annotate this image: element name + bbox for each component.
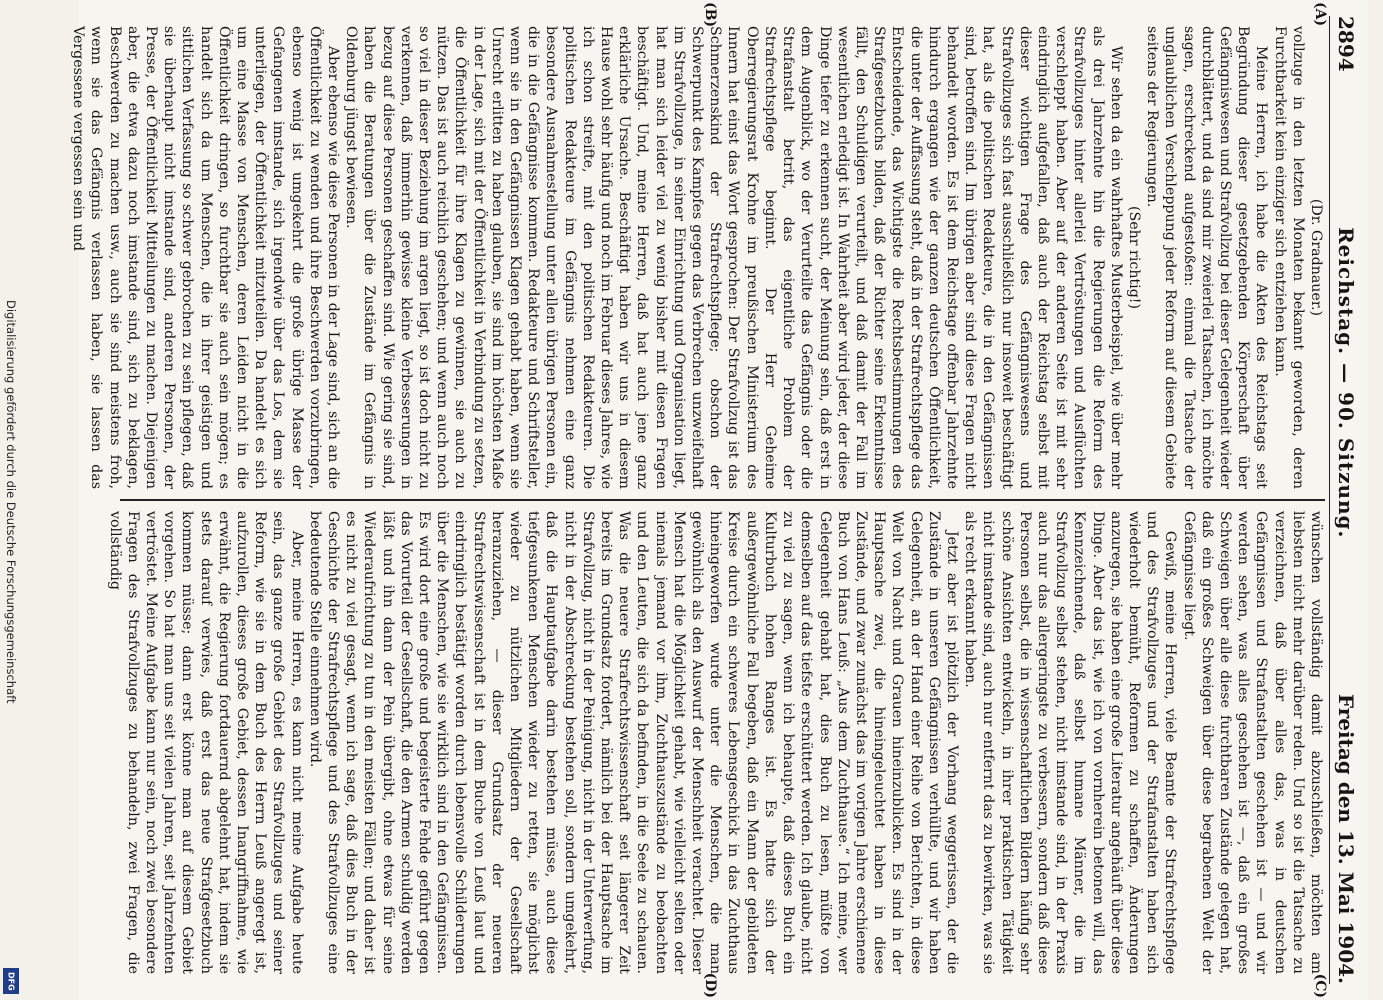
- scanned-page: [70, 0, 1368, 1000]
- right-column: [106, 501, 1325, 984]
- page-title: Reichstag. — 90. Sitzung.: [1334, 227, 1358, 539]
- left-column: [70, 16, 1325, 501]
- paragraph: Wir sehen da ein wahrhaftes Musterbeispiel, wie über mehr als drei Jahrzehnte hin die Regierungen die Reform des Strafvollzuges hinter allerlei Vertröstungen und Ausflüchten verschleppt haben. Aber auf der anderen Seite ist mit sehr eindringlich aufgefallen, daß auch der Reichstag selbst mit dieser wichtigen Frage des Gefängniswesens und Strafvollzuges sich fast ausschließlich nur insoweit beschäftigt hat, als die politischen Redakteure, die in den Gefängnissen sind, betroffen sind. Im übrigen aber sind diese Fragen nicht behandelt worden. Es ist dem Reichstage offenbar Jahrzehnte hindurch ergangen wie der ganzen deutschen Öffentlichkeit, die unter der Auffassung steht, daß in der Strafrechtspflege das Entscheidende, das Wichtigste die Rechtsbestimmungen des Strafgesetzbuchs bilden, daß der Richter seine Erkenntnisse fällt, den Schuldigen verurteilt, und daß damit der Fall im wesentlichen erledigt ist. In Wahrheit aber wird jeder, der diese Dinge tiefer zu erkennen sucht, der Meinung sein, daß erst in dem Augenblick, wo der Verurteilte das Gefängnis oder die Strafanstalt betritt, das eigentliche Problem der Strafrechtspflege beginnt. Der Herr Geheime Oberregierungsrat Krohne im preußischen Ministerium des Innern hat einst das Wort gesprochen: Der Strafvollzug ist das Schmerzenskind der Strafrechtspflege; obschon der Schwerpunkt des Kampfes gegen das Verbrechen unzweifelhaft im Strafvollzuge, in seiner Einrichtung und Organisation liegt, hat man sich leider viel zu wenig bisher mit diesen Fragen beschäftigt. Und, meine Herren, daß hat auch jene ganz erklärliche Ursache. Beschäftigt haben wir uns in diesem Hause wohl sehr häufig und noch im Februar dieses Jahres, wie ich schon streifte, mit den politischen Redakteuren. Die politischen Redakteure im Gefängnis nehmen eine ganz besondere Ausnahmestellung unter allen übrigen Personen ein, die in die Gefängnisse kommen. Redakteure und Schriftsteller, wenn sie in den Gefängnissen Klagen gehabt haben, wenn sie Unrecht erlitten zu haben glauben, sie sind im höchsten Maße in der Lage, sich mit der Öffentlichkeit in Verbindung zu setzen, die Öffentlichkeit für ihre Klagen zu gewinnen, sie auch zu nützen. Das ist auch reichlich geschehen; und wenn auch noch so viel in dieser Beziehung im argen liegt, so ist doch nicht zu verkennen, daß immerhin gewisse kleine Verbesserungen in bezug auf diese Personen geschaffen sind. Wie gering sie sind, haben die Beratungen über die Zustände im Gefängnis in Oldenburg jüngst bewiesen.: [343, 26, 1124, 489]
- margin-marker-c: (C): [1312, 973, 1328, 998]
- digitization-note: [4, 300, 18, 980]
- dfg-logo: DFG: [3, 968, 19, 994]
- page-number: 2894: [1334, 16, 1358, 72]
- interjection: (Sehr richtig!): [1125, 205, 1142, 310]
- margin-marker-b: (B): [702, 2, 718, 28]
- paragraph: Aber ebenso wie diese Personen in der Lage sind, sich an die Öffentlichkeit zu wenden und ihre Beschwerden vorzubringen, ebenso wenig ist umgekehrt die große übrige Masse der Gefangenen imstande, sich irgendwie über das Los, dem sie unterliegen, der Öffentlichkeit mitzuteilen. Da handelt es sich um eine Masse von Menschen, deren Leiden nicht in die Öffentlichkeit dringen, so furchtbar sie auch sein mögen; es handelt sich da um Menschen, die in ihrer geistigen und sittlichen Verfassung so schwer gebrochen zu sein pflegen, daß sie überhaupt nicht imstande sind, anderen Personen, der Presse, der Öffentlichkeit Mitteilungen zu machen. Diejenigen aber, die etwa dazu noch imstande sind, sich zu beklagen, Beschwerden zu machen usw., auch sie sind meistens froh, wenn sie das Gefängnis verlassen haben, sie lassen das Vergessene vergessen sein und: [70, 26, 342, 489]
- page-header: [1329, 16, 1358, 984]
- text-columns: [70, 16, 1325, 984]
- paragraph: vollzuge in den letzten Monaten bekannt geworden, deren Furchtbarkeit kein einziger sich entziehen kann.: [1271, 26, 1306, 489]
- paragraph: Aber, meine Herren, es kann nicht meine Aufgabe heute sein, das ganze große Gebiet des Strafvollzuges und seiner Reform, wie sie in dem Buch des Herrn Leuß angeregt ist, aufzurollen, dieses große Gebiet, dessen Inangriffnahme, wie erwähnt, die Regierung fortdauernd abgelehnt hat, indem sie stets darauf verwies, daß erst das neue Strafgesetzbuch kommen müsse; dann erst könne man auf diesem Gebiet vorgehen. So hat man uns seit vielen Jahren, seit Jahrzehnten vertröstet. Meine Aufgabe kann nur sein, noch zwei besondere Fragen des Strafvollzuges zu behandeln, zwei Fragen, die vollständig: [106, 511, 305, 974]
- page-date: Freitag den 13. Mai 1904.: [1334, 693, 1358, 984]
- paragraph: wünschen vollständig damit abzuschließen, möchten am liebsten nicht mehr darüber reden. Und so ist die Tatsache zu verzeichnen, daß über alles das, was in deutschen Gefängnissen und Strafanstalten geschehen ist — und wir werden sehen, was alles geschehen ist —, daß ein großes Schweigen über alle diese furchtbaren Zustände gelegen hat, daß ein großes Schweigen über diese begrabenen Welt der Gefängnisse liegt.: [1180, 511, 1324, 974]
- margin-marker-d: (D): [702, 972, 718, 998]
- paragraph: Jetzt aber ist plötzlich der Vorhang weggerissen, der die Zustände in unseren Gefängnissen verhüllte, und wir haben Gelegenheit, an der Hand einer Reihe von Berichten, in diese Welt von Nacht und Grauen hineinzublicken. Es sind in der Hauptsache zwei, die hineingeleuchtet haben in diese Zustände, und zwar zunächst das im vorigen Jahre erschienene Buch von Hans Leuß: „Aus dem Zuchthause.“ Ich meine, wer Gelegenheit gehabt hat, dies Buch zu lesen, müßte von demselben auf das tiefste erschüttert werden. Ich glaube, nicht zu viel zu sagen, wenn ich behaupte, daß dieses Buch ein Kulturbuch hohen Ranges ist. Es hatte sich der außergewöhnliche Fall begeben, daß ein Mann der gebildeten Kreise durch ein schweres Lebensgeschick in das Zuchthaus hineingeworfen wurde unter die Menschen, die man gewöhnlich als den Auswurf der Menschheit verachtet. Dieser Mensch hat die Möglichkeit gehabt, wie vielleicht selten oder niemals jemand vor ihm, Zuchthauszustände zu beobachten und den Leuten, die sich da befinden, in die Seele zu schauen. Was die neuere Strafrechtswissenschaft seit längerer Zeit bereits im Grundsatz fordert, nämlich bei der Hauptsache im Strafvollzug, nicht in der Peinigung, nicht in der Unterwerfung, nicht in der Abschreckung bestehen soll, sondern umgekehrt, daß die Hauptaufgabe darin bestehen müsse, auch diese tiefgesunkenen Menschen wieder zu retten, sie möglichst wieder zu nützlichen Mitgliedern der Gesellschaft heranzuziehen, — dieser Grundsatz der neueren Strafrechtswissenschaft ist in dem Buche von Leuß laut und eindringlich bestätigt worden durch lebensvolle Schilderungen über die Menschen, wie sie wirklich sind in den Gefängnissen. Es wird dort eine große und begeisterte Fehde geführt gegen das Vorurteil der Gesellschaft, die den Armen schuldig werden läßt und ihn dann der Pein übergibt, ohne etwas für seine Wiederaufrichtung zu tun in den meisten Fällen; und daher ist es nicht zu viel gesagt, wenn ich sage, daß dies Buch in der Geschichte der Strafrechtspflege und des Strafvollzuges eine bedeutende Stelle einnehmen wird.: [306, 511, 960, 974]
- margin-marker-a: (A): [1312, 2, 1328, 27]
- digitization-note-text: Digitalisierung gefördert durch die Deutsche Forschungsgemeinschaft: [4, 300, 18, 704]
- rotated-page-content: [70, 0, 1368, 1000]
- paragraph: Meine Herren, ich habe die Akten des Reichstags seit Begründung dieser gesetzgebenden Körperschaft über Gefängniswesen und Strafvollzug bei dieser Gelegenheit wieder durchblättert, und da sind mir zweierlei Tatsachen, ich möchte sagen, erschreckend aufgestoßen: einmal die Tatsache der unglaublichen Verschleppung jeder Reform auf diesem Gebiete seitens der Regierungen.: [1144, 26, 1270, 489]
- paragraph: Gewiß, meine Herren, viele Beamte der Strafrechtspflege und des Strafvollzuges und der Strafanstalten haben sich wiederholt bemüht, Reformen zu schaffen, Änderungen anzuregen, sie haben eine große Literatur angehäuft über diese Dinge. Aber das ist, wie ich von vornherein betonen will, das Kennzeichnende, daß selbst humane Männer, die im Strafvollzug selbst stehen, nicht imstande sind, in der Praxis auch nur das allergeringste zu verbessern, sondern daß diese Personen selbst, die in wissenschaftlichen Bildern häufig sehr schöne Ansichten entwickeln, in ihrer praktischen Tätigkeit nicht imstande sind, auch nur entfernt das zu bewirken, was sie als recht erkannt haben.: [962, 511, 1179, 974]
- speaker-label: (Dr. Gradnauer.): [1308, 198, 1324, 317]
